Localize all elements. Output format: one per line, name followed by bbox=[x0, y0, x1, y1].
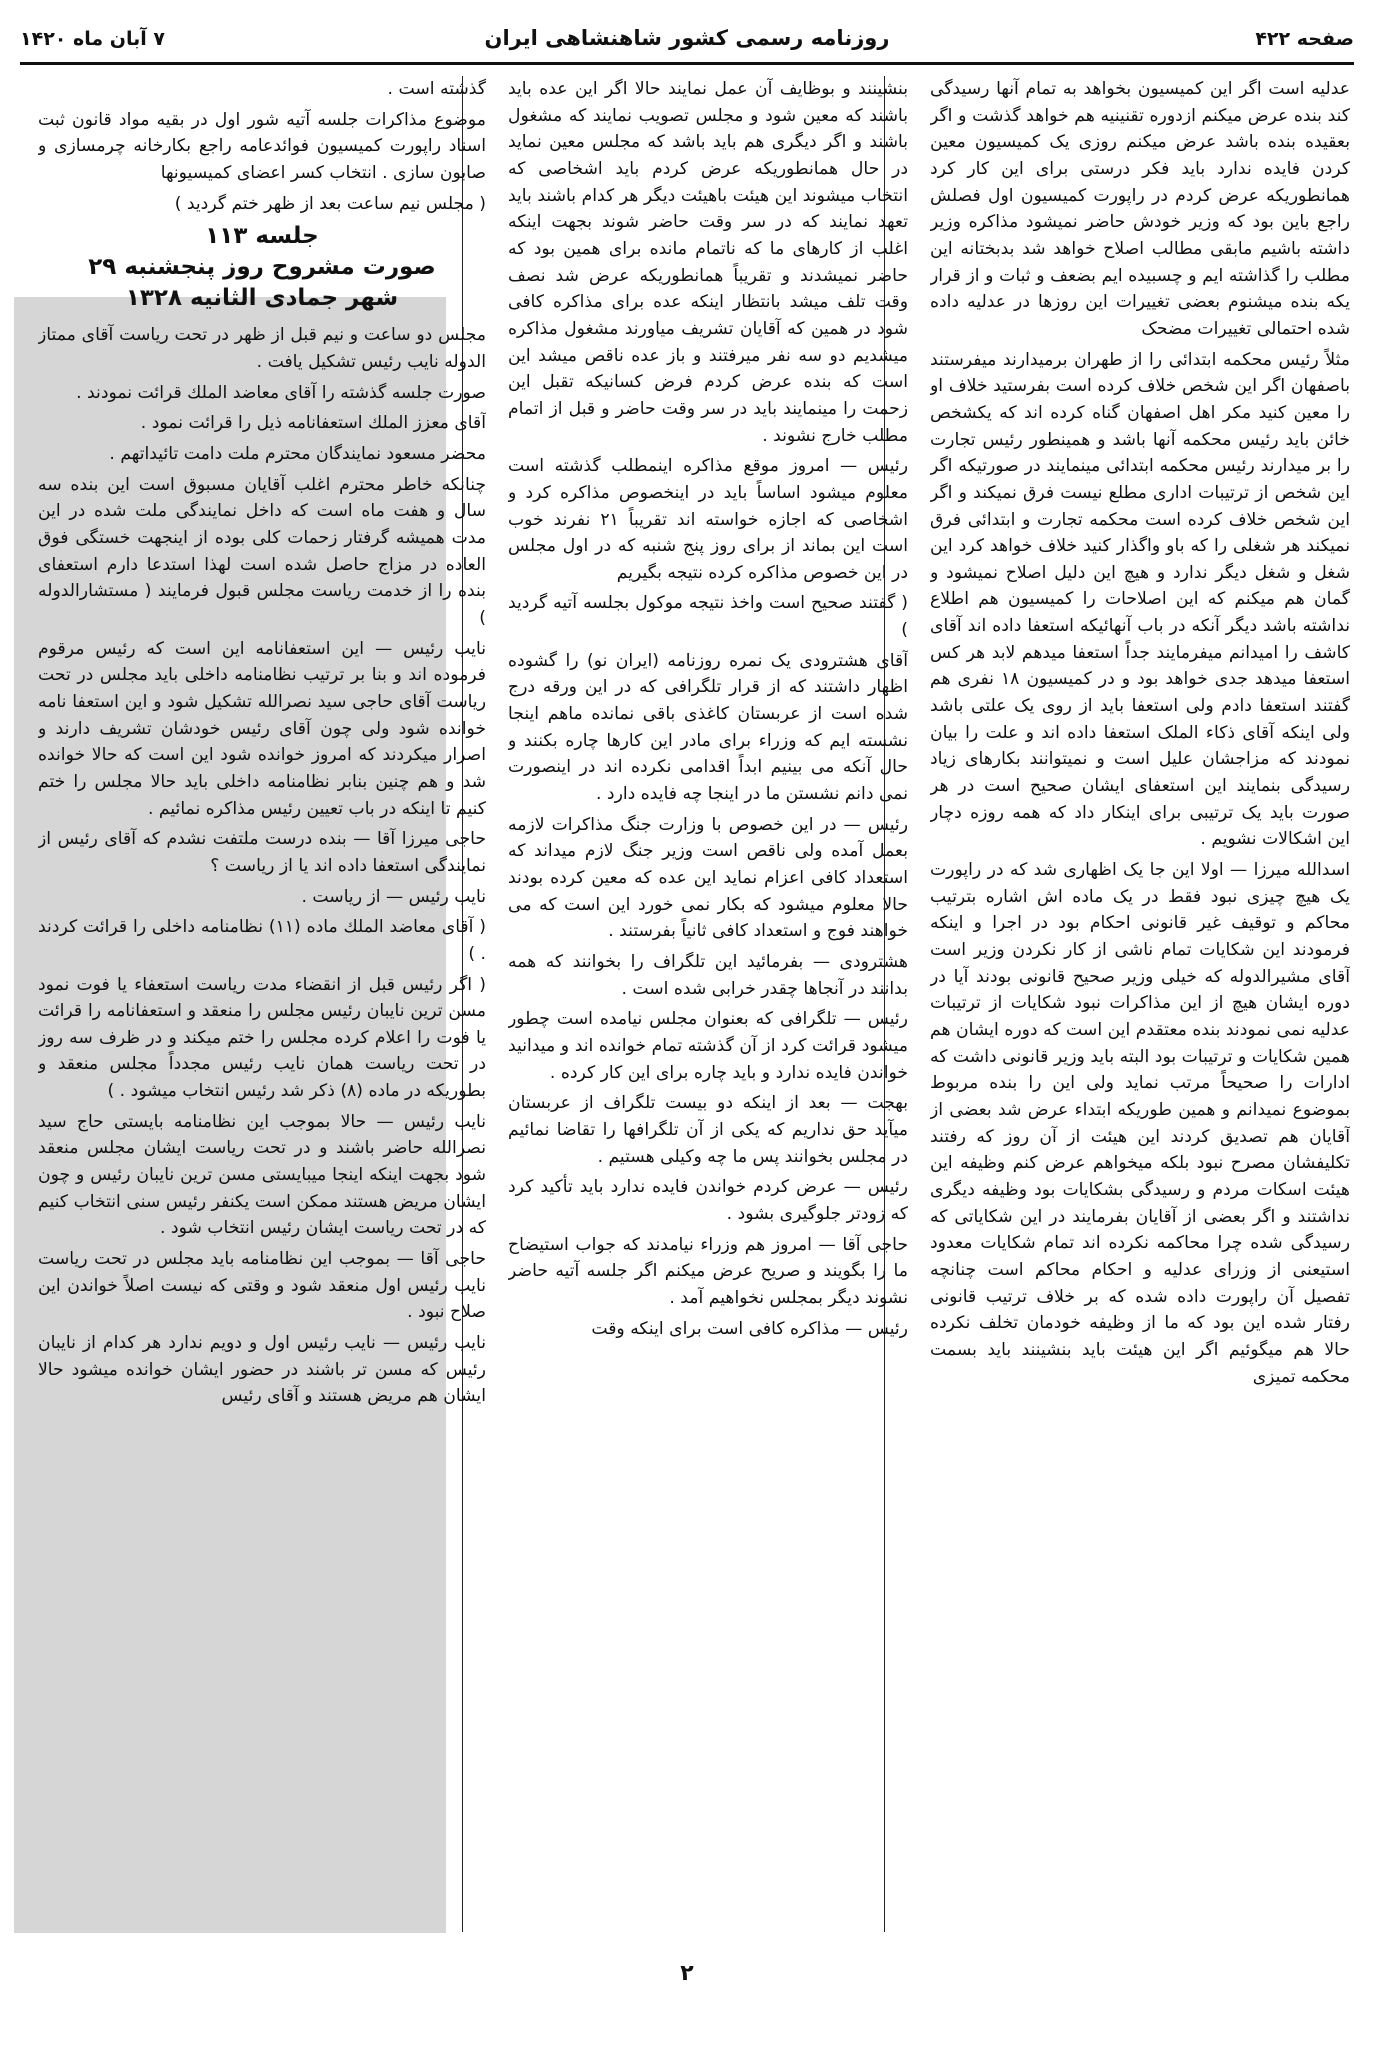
paragraph: چنانکه خاطر محترم اغلب آقایان مسبوق است این بنده سه سال و هفت ماه است که داخل نمایندگی ملت شده در این مدت همیشه گرفتار زحمات کلی بوده از اینجهت خستگی فوق العاده در مزاج حاصل شده است لهذا استدعا دارم استعفای بنده را از خدمت ریاست مجلس قبول فرمایند ( مستشارالدوله ) bbox=[38, 474, 486, 628]
paragraph: مثلاً رئیس محکمه ابتدائی را از طهران برمیدارند میفرستند باصفهان اگر این شخص خلاف کرده است بفرستید خلاف او را معین کنید مکر اهل اصفهان گناه کرده اند که یکشخص خائن باید رئیس محکمه آنها باشد و همینطور رئیس تجارت را بر میدارند رئیس محکمه ابتدائی مینمایند در صورتیکه اگر این شخص از ترتیبات اداری مطلع نیست فرق نمیکند و اگر این شخص خلاف کرده است محکمه تجارت و ابتدائی فرق نمیکند هر شغلی را که باو واگذار کنید خلاف خواهد کرد این شغل و شغل دیگر ندارد و هیچ این دلیل اصلاح نمیشود و گمان هم میکنم که این اصلاحات را کمیسیون هم اطلاع نداشته باشد دیگر آنکه در باب آنهائیکه استعفا داده اند آقای کاشف را امیدانم میفرمایند جداً استعفا میدهم لابد هر کس استعفا میدهد جدی خواهد بود و در کمیسیون ۱۸ نفری هم گفتند استعفا دادم ولی استعفا باید از روی یک علتی باشد ولی اینکه آقای ذکاء الملک استعفا داده اند و علت را بیان نمودند که مزاجشان علیل است و نمیتوانند بکارهای زیاد رسیدگی بنمایند این استعفای ایشان صحیح است در هر صورت باید یک ترتیبی برای اینکار داد که همه روزه دچار این اشکالات نشویم . bbox=[930, 349, 1350, 850]
session-title-line-2: شهر جمادی الثانیه ۱۳۲۸ bbox=[125, 285, 399, 312]
session-heading bbox=[38, 221, 486, 314]
paragraph: محضر مسعود نمایندگان محترم ملت دامت تائیداتهم . bbox=[109, 444, 486, 465]
paragraph: حاجی آقا — امروز هم وزراء نیامدند که جواب استیضاح ما را بگویند و صریح عرض میکنم اگر جلسه آتیه حاضر نشوند دیگر بمجلس نخواهیم آمد . bbox=[508, 1234, 908, 1308]
paragraph: حاجی آقا — بموجب این نظامنامه باید مجلس در تحت ریاست نایب رئیس اول منعقد شود و وقتی که نیست اصلاً خواندن این صلاح نبود . bbox=[38, 1249, 486, 1323]
paragraph: بهجت — بعد از اینکه دو بیست تلگراف از عربستان میآید حق نداریم که یکی از آن تلگرافها را تقاضا نمائیم در مجلس بخوانند پس ما چه وکیلی هستیم . bbox=[508, 1093, 908, 1167]
left-column bbox=[38, 76, 486, 1932]
paragraph: عدلیه است اگر این کمیسیون بخواهد به تمام آنها رسیدگی کند بنده عرض میکنم ازدوره تقنینیه هم خواهد گذشت و اگر بعقیده بنده باشد عرض میکنم روزی یک کمیسیون معین کردن فایده ندارد باید فکر درستی برای این کار کرد همانطوریکه عرض کردم در راپورت کمیسیون اول فصلش راجع باین بود که وزیر خودش حاضر نمیشود مذاکره وزیر داشته باشیم مابقی مطالب اصلاح خواهد شد بدبختانه این مطلب را گذاشته ایم و چسبیده ایم بضعف و ثبات و از قرار یکه بنده میشنوم بعضی تغییرات این روزها در عدلیه داده شده احتمالی تغییرات مضحک bbox=[930, 79, 1350, 339]
paragraph: نایب رئیس — حالا بموجب این نظامنامه بایستی حاج سید نصرالله حاضر باشند و در تحت ریاست ایشان مجلس منعقد شود بجهت اینکه اینجا میبایستی مسن ترین نایبان رئیس و چون ایشان مریض هستند ممکن است یکنفر رئیس سنی انتخاب کنیم که در تحت ریاست ایشان رئیس انتخاب شود . bbox=[38, 1111, 486, 1239]
page-label: صفحه ۴۲۲ bbox=[1255, 28, 1354, 50]
paragraph: نایب رئیس — نایب رئیس اول و دویم ندارد هر کدام از نایبان رئیس که مسن تر باشند در حضور ایشان خوانده میشود حالا ایشان هم مریض هستند و آقای رئیس bbox=[38, 1333, 486, 1407]
session-number: جلسه ۱۱۳ bbox=[205, 223, 319, 250]
paragraph: رئیس — عرض کردم خواندن فایده ندارد باید تأکید کرد که زودتر جلوگیری بشود . bbox=[508, 1177, 908, 1224]
right-column bbox=[930, 76, 1350, 1932]
paragraph: ( مجلس نیم ساعت بعد از ظهر ختم گردید ) bbox=[174, 193, 486, 214]
paragraph: نایب رئیس — از ریاست . bbox=[301, 886, 486, 907]
paragraph: نایب رئیس — این استعفانامه این است که رئیس مرقوم فرموده اند و بنا بر ترتیب نظامنامه داخلی باید مجلس در تحت ریاست آقای حاجی سید نصرالله تشکیل شود و این استعفا نامه خوانده شود ولی چون آقای رئیس خودشان تشریف دارند و اصرار میکردند که امروز خوانده شود این است که حالا خوانده شد و هم چنین بنابر نظامنامه داخلی باید حالا مجلس را ختم کنیم تا اینکه در باب تعیین رئیس مذاکره نمائیم . bbox=[38, 638, 486, 819]
paragraph: ( گفتند صحیح است واخذ نتیجه موکول بجلسه آتیه گردید ) bbox=[508, 593, 908, 641]
page-header bbox=[20, 22, 1354, 65]
paragraph: هشترودی — بفرمائید این تلگراف را بخوانند که همه بدانند در آنجاها چقدر خرابی شده است . bbox=[508, 952, 908, 999]
paragraph: آقای هشترودی یک نمره روزنامه (ایران نو) را گشوده اظهار داشتند که از قرار تلگرافی که در این ورقه درج شده است از عربستان کاغذی باقی نمانده ماهم اینجا نشسته ایم که وزراء برای مادر این کارها چاره بکنند و حال آنکه می بینیم ابداً اقدامی نکرده اند در اینصورت نمی دانم نشستن ما در اینجا چه فایده دارد . bbox=[508, 650, 908, 805]
page-number: ۲ bbox=[680, 1961, 694, 1986]
paragraph: گذشته است . bbox=[387, 79, 486, 99]
paragraph: موضوع مذاکرات جلسه آتیه شور اول در بقیه مواد قانون ثبت اسناد راپورت کمیسیون فوائدعامه راجع بکارخانه چرمسازی و صابون سازی . انتخاب کسر اعضای کمیسیونها bbox=[38, 109, 486, 183]
paragraph: رئیس — در این خصوص با وزارت جنگ مذاکرات لازمه بعمل آمده ولی ناقص است وزیر جنگ لازم میداند که استعداد کافی اعزام نماید این عده که معین کرده بودند حالا معلوم میشود که بکار نمی خورد این است که می خواهند فوج و استعداد کافی ثانیاً بفرستند . bbox=[508, 814, 908, 942]
paragraph: ( آقای معاضد الملك ماده (۱۱) نظامنامه داخلی را قرائت کردند . ) bbox=[38, 917, 486, 964]
paragraph: صورت جلسه گذشته را آقای معاضد الملك قرائت نمودند . bbox=[76, 382, 486, 403]
paragraph: آقای معزز الملك استعفانامه ذیل را قرائت نمود . bbox=[140, 413, 486, 434]
session-title-line-1: صورت مشروح روز پنجشنبه ۲۹ bbox=[88, 254, 436, 281]
paragraph: رئیس — تلگرافی که بعنوان مجلس نیامده است چطور میشود قرائت کرد از آن گذشته تمام خوانده اند و میدانید خواندن فایده ندارد و باید چاره برای این کار کرده . bbox=[508, 1009, 908, 1083]
paragraph: حاجی میرزا آقا — بنده درست ملتفت نشدم که آقای رئیس از نمایندگی استعفا داده اند یا از ریاست ؟ bbox=[38, 829, 486, 876]
paragraph: رئیس — امروز موقع مذاکره اینمطلب گذشته است معلوم میشود اساساً باید در اینخصوص مذاکره کرد و اشخاصی که اجازه خواسته اند تقریباً ۲۱ نفرند خوب است این بماند از برای روز پنج شنبه که در اول مجلس در این خصوص مذاکره کرده نتیجه بگیریم bbox=[508, 456, 908, 583]
paragraph: رئیس — مذاکره کافی است برای اینکه وقت bbox=[591, 1318, 908, 1339]
paragraph: ( اگر رئیس قبل از انقضاء مدت ریاست استعفاء یا فوت نمود مسن ترین نایبان رئیس مجلس را منعقد و استعفانامه را قرائت یا فوت را اعلام کرده مجلس را ختم میکند و در ظرف سه روز در تحت ریاست همان نایب رئیس مجدداً مجلس منعقد و بطوریکه در ماده (۸) ذکر شد رئیس انتخاب میشود . ) bbox=[38, 974, 486, 1102]
middle-column bbox=[508, 76, 908, 1932]
issue-date: ۷ آبان ماه ۱۴۲۰ bbox=[20, 28, 165, 50]
paragraph: اسدالله میرزا — اولا این جا یک اظهاری شد که در راپورت یک هیچ چیزی نبود فقط در یک ماده اش اشاره بترتیب محاکم و توقیف غیر قانونی احکام بود در اجرا و اینکه فرمودند این شکایات تمام ناشی از کار نکردن وزیر است آقای مشیرالدوله که خیلی وزیر صحیح قانونی بودند آیا در دوره ایشان هیچ از این مذاکرات نبود شکایات از ترتیبات عدلیه نمی نمودند بنده معتقدم این است که دوره ایشان هم همین شکایات و ترتیبات بود البته باید وزیر قانونی داشت که ادارات را صحیحاً مرتب نماید ولی این را بنده مربوط بموضوع نمیدانم و همین طوریکه ابتداء عرض شد بعضی از آقایان هم تصدیق کردند این هیئت از آن روز که رفتند تکلیفشان مصرح نبود بلکه میخواهم عرض کنم وظیفه این هیئت اسکات مردم و رسیدگی بشکایات بود وظیفه دیگری نداشتند و اگر بعضی از آقایان بفرمایند در این شکایاتی که رسیدگی شده چرا محاکمه نکرده اند تمام شکایات معدود استیعنی از وزرای عدلیه و احکام محاکم است چنانچه تفصیل آن راپورت داده شده که بر خلاف ترتیب قانونی رفتار شده این بود که ما از وظیفه خودمان تخلف نکرده حالا هم میگوئیم اگر این هیئت باید بنشینند باید بسمت محکمه تمیزی bbox=[930, 860, 1350, 1387]
paragraph: بنشینند و بوظایف آن عمل نمایند حالا اگر این عده باید باشند که معین شود و مجلس تصویب نمایند که مشغول باشند و اگر دیگری هم باید باشد که مجلس معین نماید در حال همانطوریکه عرض کردم باید اشخاصی که انتخاب میشوند این هیئت باهیئت دیگر هر کدام باشند باید تعهد نمایند که در سر وقت حاضر شوند بجهت اینکه اغلب از کارهای ما که ناتمام مانده برای همین بود که حاضر نمیشدند و تقریباً همانطوریکه عرض شد نصف وقت تلف میشد بانتظار اینکه عده برای مذاکره کافی شود در همین که آقایان تشریف میاورند مشغول مذاکره میشدیم دو سه نفر میرفتند و باز عده ناقص میشد این است که بنده عرض کردم فرض کسانیکه تقبل این زحمت را مینمایند باید در سر وقت حاضر و قبل از اتمام مطلب خارج نشوند . bbox=[508, 79, 908, 446]
paragraph: مجلس دو ساعت و نیم قبل از ظهر در تحت ریاست آقای ممتاز الدوله نایب رئیس تشکیل یافت . bbox=[38, 325, 486, 373]
newspaper-title: روزنامه رسمی کشور شاهنشاهی ایران bbox=[484, 26, 890, 50]
